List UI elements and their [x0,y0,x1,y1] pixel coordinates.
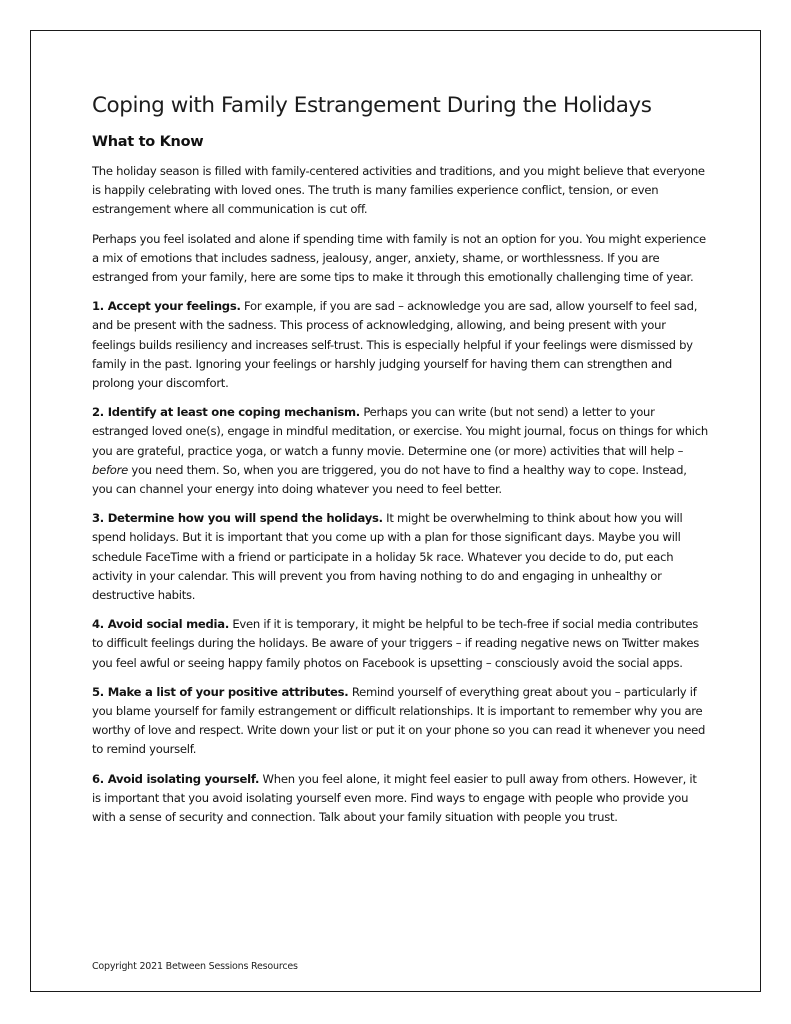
document-title: Coping with Family Estrangement During the Holidays [92,93,652,118]
tip-emphasis: before [92,462,128,477]
tip-text: Remind yourself of everything great about you – particularly if you blame yourself for family estrangement or difficult relationships. It is important to remember why you are worthy of love and respect. Write down your list or put it on your phone so you can read it whenever you need to remind yourself. [92,684,706,757]
tip-avoid-isolating [92,770,708,828]
tip-heading: 4. Avoid social media. [92,617,229,632]
tip-positive-attributes [92,683,708,760]
tip-text: you need them. So, when you are triggered, you do not have to find a healthy way to cope. Instead, you can channel your energy into doing whatever you need to feel better. [92,462,687,497]
copyright-footer: Copyright 2021 Between Sessions Resources [92,961,298,972]
tip-text: Perhaps you can write (but not send) a letter to your estranged loved one(s), engage in mindful meditation, or exercise. You might journal, focus on things for which you are grateful, practice yoga, or watch a funny movie. Determine one (or more) activities that will help – [92,405,708,458]
intro-paragraph-1: The holiday season is filled with family-centered activities and traditions, and you might believe that everyone is happily celebrating with loved ones. The truth is many families experience conflict, tension, or even estrangement where all communication is cut off. [92,164,705,217]
tip-avoid-social-media [92,615,708,673]
tip-heading: 1. Accept your feelings. [92,299,241,314]
tip-text: Even if it is temporary, it might be helpful to be tech-free if social media contributes to difficult feelings during the holidays. Be aware of your triggers – if reading negative news on Twitter makes you feel awful or seeing happy family photos on Facebook is upsetting – consciously avoid the social apps. [92,617,699,670]
tip-heading: 3. Determine how you will spend the holidays. [92,511,383,526]
tip-accept-feelings [92,297,708,393]
intro-paragraph-2: Perhaps you feel isolated and alone if spending time with family is not an option for you. You might experience a mix of emotions that includes sadness, jealousy, anger, anxiety, shame, or worthlessness. If you are estranged from your family, here are some tips to make it through this emotionally challenging time of year. [92,231,706,285]
tip-text: It might be overwhelming to think about how you will spend holidays. But it is important that you come up with a plan for those significant days. Maybe you will schedule FaceTime with a friend or participate in a holiday 5k race. Whatever you decide to do, put each activity in your calendar. This will prevent you from having nothing to do and engaging in unhealthy or destructive habits. [92,511,683,603]
tip-heading: 2. Identify at least one coping mechanism. [92,405,360,420]
document-body [92,92,708,837]
tip-coping-mechanism [92,403,708,499]
tip-spend-holidays [92,509,708,605]
tip-text: When you feel alone, it might feel easier to pull away from others. However, it is important that you avoid isolating yourself even more. Find ways to engage with people who provide you with a sense of security and connection. Talk about your family situation with people you trust. [92,771,697,825]
section-heading: What to Know [92,134,204,150]
tip-heading: 6. Avoid isolating yourself. [92,771,260,786]
tip-heading: 5. Make a list of your positive attributes. [92,684,349,699]
tip-text: For example, if you are sad – acknowledge you are sad, allow yourself to feel sad, and be present with the sadness. This process of acknowledging, allowing, and being present with your feelings builds resiliency and increases self-trust. This is especially helpful if your feelings were dismissed by family in the past. Ignoring your feelings or harshly judging yourself for having them can strengthen and prolong your discomfort. [92,299,698,391]
